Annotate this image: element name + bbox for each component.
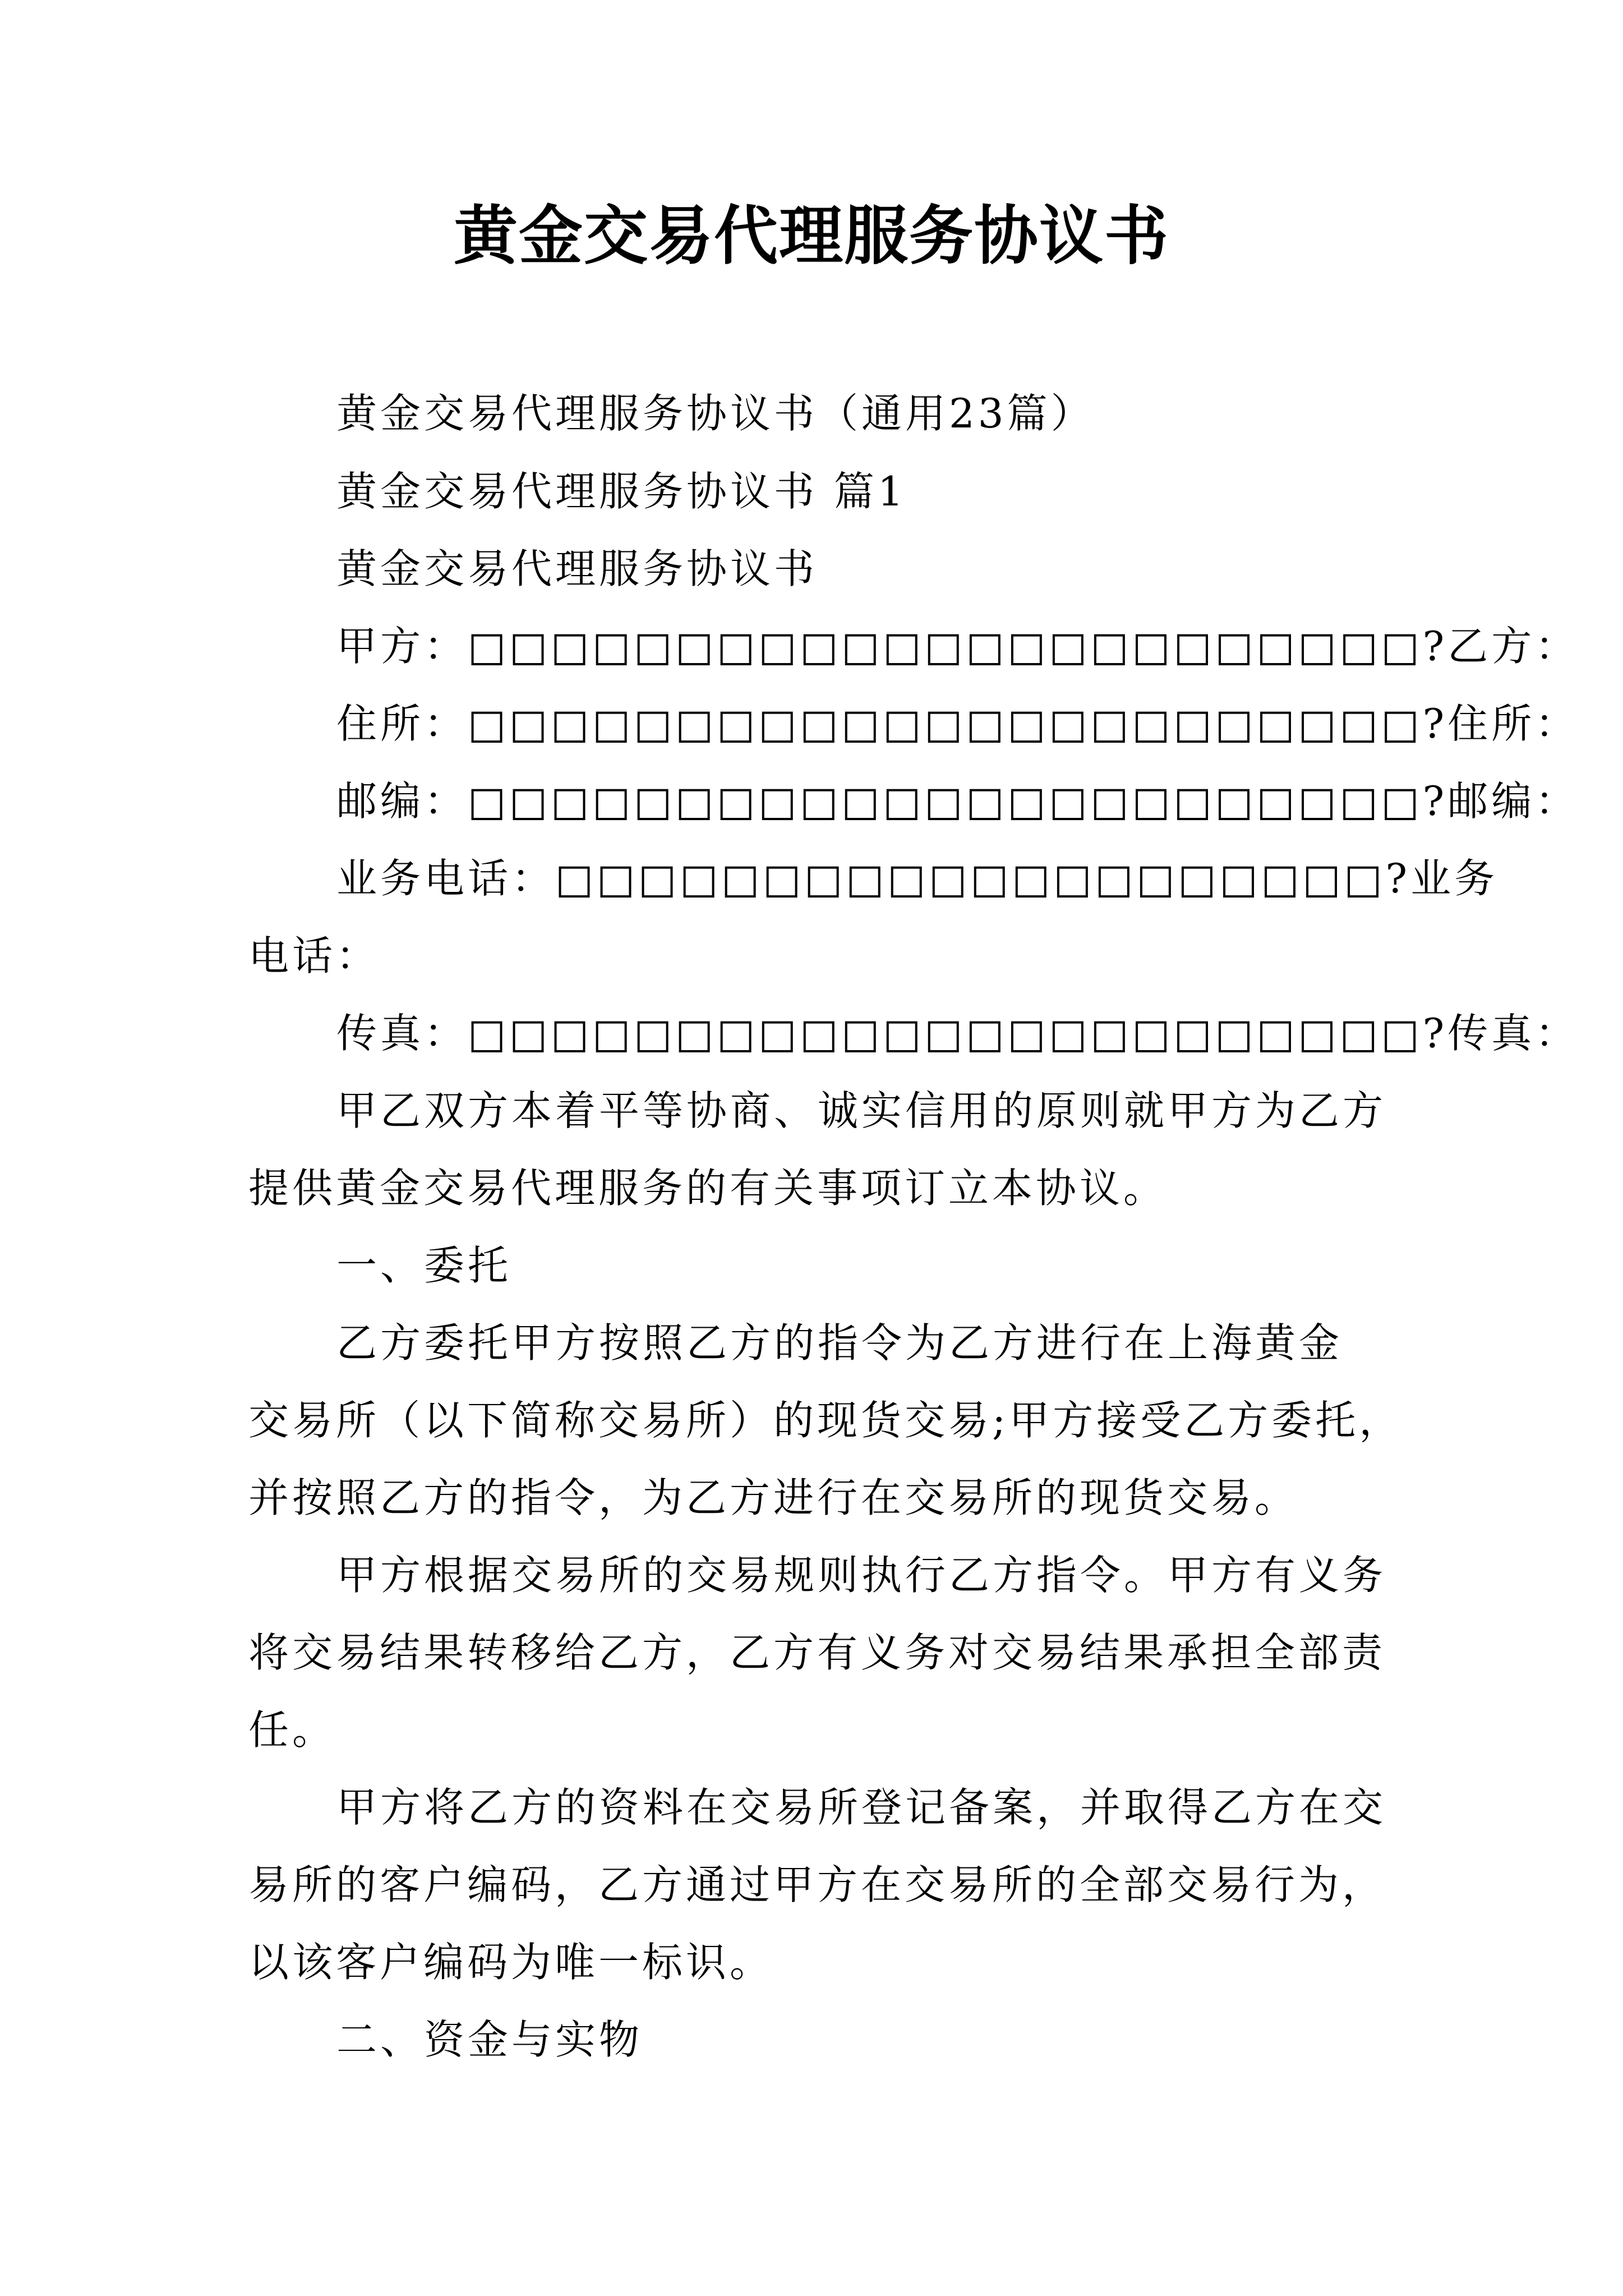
- paragraph-line: 易所的客户编码，乙方通过甲方在交易所的全部交易行为，: [248, 1861, 1386, 1908]
- address-field: 住所：□□□□□□□□□□□□□□□□□□□□□□□?住所：: [336, 700, 1579, 747]
- phone-field-continued: 电话：: [248, 932, 380, 979]
- paragraph-line: 将交易结果转移给乙方，乙方有义务对交易结果承担全部责: [248, 1629, 1386, 1676]
- section-heading-funds-and-goods: 二、资金与实物: [336, 2016, 643, 2063]
- paragraph-line: 任。: [248, 1706, 336, 1754]
- section-heading-entrustment: 一、委托: [336, 1242, 512, 1289]
- intro-paragraph-line: 提供黄金交易代理服务的有关事项订立本协议。: [248, 1165, 1168, 1212]
- intro-paragraph-line: 甲乙双方本着平等协商、诚实信用的原则就甲方为乙方: [336, 1087, 1387, 1134]
- postcode-field: 邮编：□□□□□□□□□□□□□□□□□□□□□□□?邮编：: [336, 777, 1579, 825]
- document-title: 黄金交易代理服务协议书: [453, 198, 1169, 273]
- agreement-heading: 黄金交易代理服务协议书: [336, 545, 818, 592]
- fax-field: 传真：□□□□□□□□□□□□□□□□□□□□□□□?传真：: [336, 1010, 1579, 1057]
- paragraph-line: 以该客户编码为唯一标识。: [248, 1939, 774, 1986]
- paragraph-line: 并按照乙方的指令，为乙方进行在交易所的现货交易。: [248, 1474, 1299, 1521]
- paragraph-line: 乙方委托甲方按照乙方的指令为乙方进行在上海黄金: [336, 1319, 1343, 1366]
- paragraph-line: 甲方将乙方的资料在交易所登记备案，并取得乙方在交: [336, 1784, 1387, 1831]
- phone-field: 业务电话：□□□□□□□□□□□□□□□□□□□□?业务: [336, 855, 1498, 902]
- subtitle-collection: 黄金交易代理服务协议书（通用23篇）: [336, 390, 1095, 437]
- party-a-field: 甲方：□□□□□□□□□□□□□□□□□□□□□□□?乙方：: [336, 623, 1579, 670]
- paragraph-line: 甲方根据交易所的交易规则执行乙方指令。甲方有义务: [336, 1552, 1387, 1599]
- paragraph-line: 交易所（以下简称交易所）的现货交易;甲方接受乙方委托，: [248, 1397, 1403, 1444]
- subtitle-part: 黄金交易代理服务协议书 篇1: [336, 468, 907, 515]
